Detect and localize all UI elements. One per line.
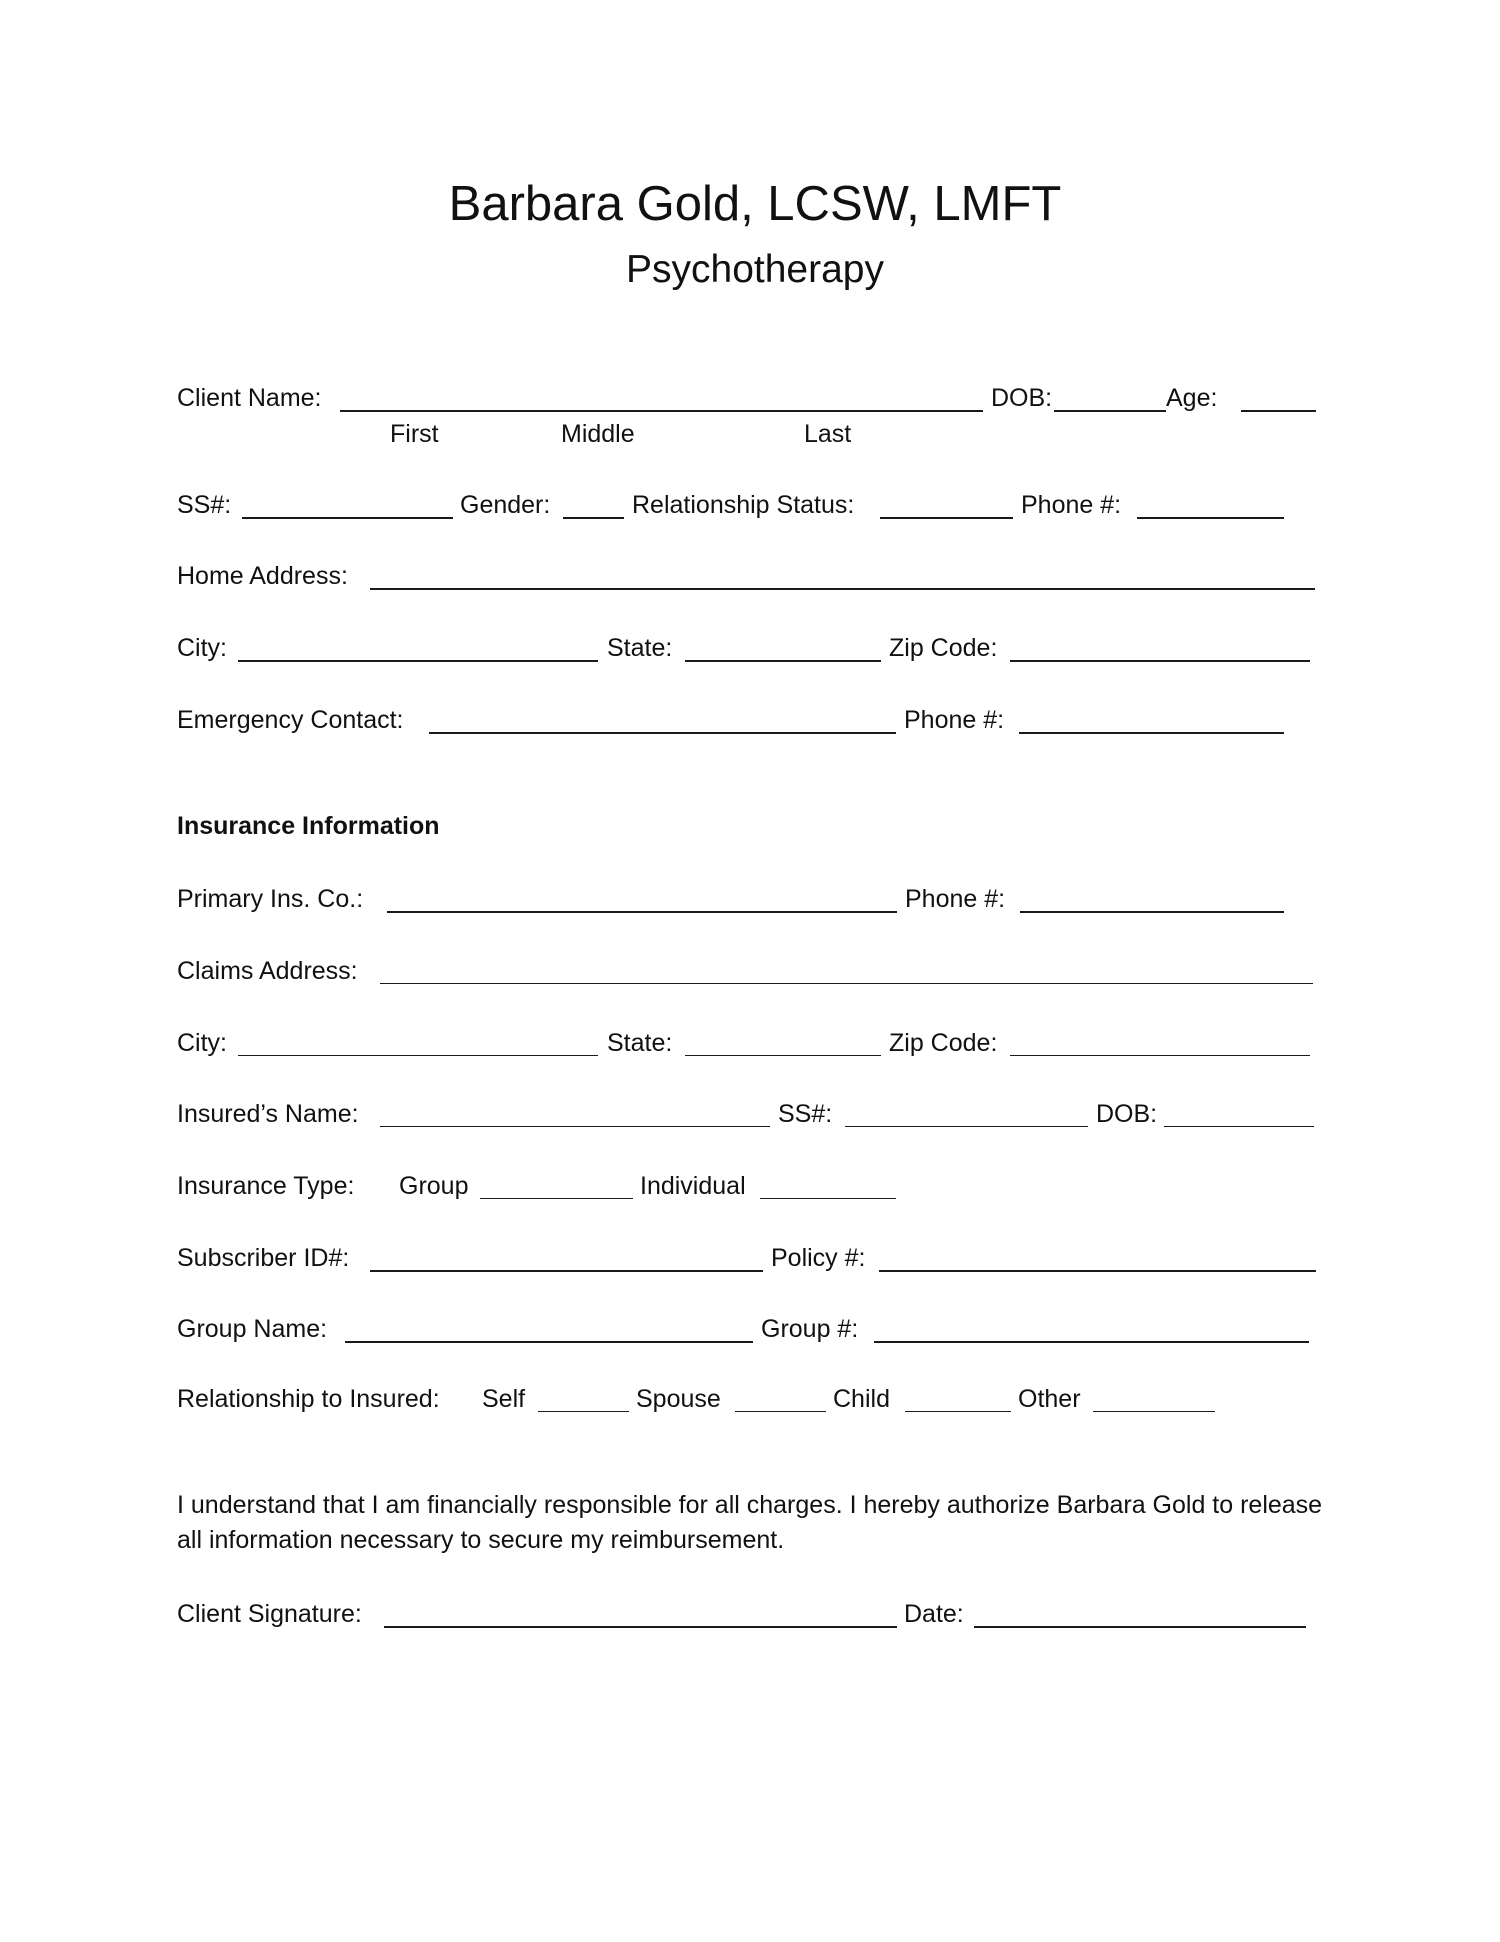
insurance-heading: Insurance Information bbox=[177, 812, 440, 840]
page-subtitle: Psychotherapy bbox=[626, 248, 884, 291]
state-field[interactable] bbox=[685, 660, 881, 662]
primary-phone-label: Phone #: bbox=[905, 885, 1006, 913]
city-field[interactable] bbox=[238, 660, 598, 662]
relationship-to-insured-label: Relationship to Insured: bbox=[177, 1385, 440, 1413]
gender-label: Gender: bbox=[460, 491, 551, 519]
client-dob-field[interactable] bbox=[1054, 410, 1166, 412]
page-title: Barbara Gold, LCSW, LMFT bbox=[448, 177, 1062, 231]
client-name-label: Client Name: bbox=[177, 384, 322, 412]
group-name-label: Group Name: bbox=[177, 1315, 328, 1343]
insured-ss-label: SS#: bbox=[778, 1100, 833, 1128]
ss-field[interactable] bbox=[242, 517, 453, 519]
policy-label: Policy #: bbox=[771, 1244, 866, 1272]
insurance-type-row bbox=[177, 1169, 1337, 1203]
insured-name-label: Insured’s Name: bbox=[177, 1100, 359, 1128]
primary-phone-field[interactable] bbox=[1020, 911, 1284, 913]
first-name-sublabel: First bbox=[390, 420, 439, 448]
client-dob-label: DOB: bbox=[991, 384, 1053, 412]
insurance-type-label: Insurance Type: bbox=[177, 1172, 355, 1200]
phone-field[interactable] bbox=[1137, 517, 1284, 519]
ins-state-label: State: bbox=[607, 1029, 673, 1057]
group-number-field[interactable] bbox=[874, 1341, 1309, 1343]
emergency-contact-label: Emergency Contact: bbox=[177, 706, 404, 734]
client-city-row bbox=[177, 631, 1337, 665]
home-address-label: Home Address: bbox=[177, 562, 348, 590]
relationship-to-insured-row bbox=[177, 1382, 1337, 1416]
spouse-option-label: Spouse bbox=[636, 1385, 721, 1413]
self-option-field[interactable] bbox=[538, 1411, 629, 1412]
date-label: Date: bbox=[904, 1600, 964, 1628]
ss-label: SS#: bbox=[177, 491, 232, 519]
gender-field[interactable] bbox=[563, 517, 624, 519]
self-option-label: Self bbox=[482, 1385, 526, 1413]
client-identity-row bbox=[177, 488, 1337, 522]
emergency-contact-row bbox=[177, 703, 1337, 737]
authorization-statement: I understand that I am financially responsible for all charges. I hereby authorize Barbara Gold to release all information necessary to secure my reimbursement. bbox=[177, 1491, 1323, 1554]
signature-field[interactable] bbox=[384, 1626, 897, 1628]
zip-field[interactable] bbox=[1010, 660, 1310, 662]
spouse-option-field[interactable] bbox=[735, 1411, 826, 1412]
signature-row bbox=[177, 1597, 1337, 1631]
claims-address-field[interactable] bbox=[380, 983, 1313, 984]
ins-zip-field[interactable] bbox=[1010, 1055, 1310, 1056]
relationship-status-label: Relationship Status: bbox=[632, 491, 855, 519]
insured-dob-label: DOB: bbox=[1096, 1100, 1158, 1128]
emergency-phone-label: Phone #: bbox=[904, 706, 1005, 734]
claims-address-label: Claims Address: bbox=[177, 957, 358, 985]
home-address-row bbox=[177, 559, 1337, 593]
subscriber-id-field[interactable] bbox=[370, 1270, 763, 1272]
signature-label: Client Signature: bbox=[177, 1600, 362, 1628]
emergency-contact-field[interactable] bbox=[429, 732, 896, 734]
ins-city-field[interactable] bbox=[238, 1055, 598, 1056]
ins-city-label: City: bbox=[177, 1029, 227, 1057]
home-address-field[interactable] bbox=[370, 588, 1315, 590]
primary-insurance-row bbox=[177, 882, 1337, 916]
individual-option-field[interactable] bbox=[760, 1198, 896, 1199]
group-number-label: Group #: bbox=[761, 1315, 859, 1343]
claims-address-row bbox=[177, 954, 1337, 988]
subscriber-row bbox=[177, 1241, 1337, 1275]
individual-option-label: Individual bbox=[640, 1172, 746, 1200]
group-row bbox=[177, 1312, 1337, 1346]
ins-zip-label: Zip Code: bbox=[889, 1029, 998, 1057]
policy-field[interactable] bbox=[879, 1270, 1316, 1272]
insured-name-field[interactable] bbox=[380, 1126, 770, 1127]
last-name-sublabel: Last bbox=[804, 420, 852, 448]
client-age-field[interactable] bbox=[1241, 410, 1316, 412]
client-name-row bbox=[177, 381, 1337, 415]
city-label: City: bbox=[177, 634, 227, 662]
primary-ins-label: Primary Ins. Co.: bbox=[177, 885, 364, 913]
other-option-field[interactable] bbox=[1093, 1411, 1215, 1412]
phone-label: Phone #: bbox=[1021, 491, 1122, 519]
insured-ss-field[interactable] bbox=[845, 1126, 1088, 1127]
group-option-label: Group bbox=[399, 1172, 469, 1200]
client-name-field[interactable] bbox=[340, 410, 983, 412]
relationship-status-field[interactable] bbox=[880, 517, 1013, 519]
child-option-label: Child bbox=[833, 1385, 890, 1413]
other-option-label: Other bbox=[1018, 1385, 1081, 1413]
group-name-field[interactable] bbox=[345, 1341, 753, 1343]
middle-name-sublabel: Middle bbox=[561, 420, 635, 448]
client-name-sublabels bbox=[177, 417, 1337, 451]
group-option-field[interactable] bbox=[480, 1198, 633, 1199]
primary-ins-field[interactable] bbox=[387, 911, 897, 913]
client-age-label: Age: bbox=[1166, 384, 1218, 412]
child-option-field[interactable] bbox=[905, 1411, 1011, 1412]
subscriber-id-label: Subscriber ID#: bbox=[177, 1244, 350, 1272]
emergency-phone-field[interactable] bbox=[1019, 732, 1284, 734]
ins-state-field[interactable] bbox=[685, 1055, 881, 1056]
state-label: State: bbox=[607, 634, 673, 662]
insured-dob-field[interactable] bbox=[1164, 1126, 1314, 1127]
date-field[interactable] bbox=[974, 1626, 1306, 1628]
insurance-city-row bbox=[177, 1026, 1337, 1060]
zip-label: Zip Code: bbox=[889, 634, 998, 662]
insured-name-row bbox=[177, 1097, 1337, 1131]
